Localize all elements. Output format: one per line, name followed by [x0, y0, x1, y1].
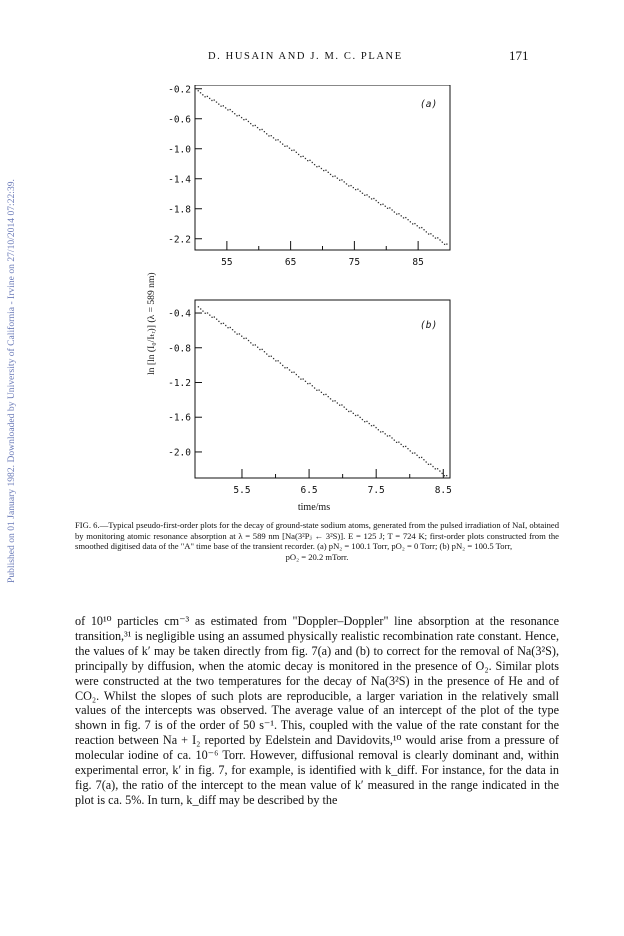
- panel-a-data-point: [318, 166, 319, 167]
- panel-a-data-point: [360, 191, 361, 192]
- panel-a-x-tick-label: 55: [221, 257, 233, 268]
- panel-a-data-point: [376, 200, 377, 201]
- panel-a-data-point: [378, 202, 379, 203]
- caption-label: FIG. 6.: [75, 520, 100, 530]
- panel-b-data-point: [271, 356, 272, 357]
- panel-a-data-point: [394, 211, 395, 212]
- panel-b-data-point: [350, 411, 351, 412]
- panel-a-data-point: [293, 149, 294, 150]
- panel-b-data-point: [268, 356, 269, 357]
- panel-a-data-point: [287, 145, 288, 146]
- panel-a-label: (a): [420, 99, 438, 110]
- panel-b-data-point: [296, 374, 297, 375]
- panel-b-data-point: [209, 315, 210, 316]
- panel-a-data-point: [405, 217, 406, 218]
- panel-a-data-point: [289, 148, 290, 149]
- panel-a-data-point: [261, 129, 262, 130]
- panel-b-data-point: [255, 344, 256, 345]
- panel-a-data-point: [214, 99, 215, 100]
- panel-b-data-point: [214, 316, 215, 317]
- panel-b-data-point: [432, 466, 433, 467]
- panel-a-data-point: [364, 195, 365, 196]
- panel-a-data-point: [380, 204, 381, 205]
- panel-b-y-tick-label: -1.6: [168, 412, 191, 424]
- download-watermark-text: Published on 01 January 1982. Downloaded by University of California - Irvine on 27/10/2014 07:22:39.: [6, 179, 17, 583]
- panel-a-data-point: [230, 109, 231, 110]
- panel-b-data-point: [316, 390, 317, 391]
- panel-b-data-point: [230, 327, 231, 328]
- panel-a-data-point: [353, 187, 354, 188]
- panel-a-data-point: [239, 115, 240, 116]
- panel-a-data-point: [396, 213, 397, 214]
- panel-a-data-point: [430, 233, 431, 234]
- panel-a-data-point: [303, 156, 304, 157]
- figure-caption: [75, 520, 559, 562]
- panel-a-data-point: [401, 215, 402, 216]
- panel-b-data-point: [344, 406, 345, 407]
- panel-b-data-point: [207, 312, 208, 313]
- panel-b-data-point: [423, 459, 424, 460]
- panel-b-data-point: [339, 405, 340, 406]
- panel-b-x-tick-label: 7.5: [367, 485, 385, 496]
- panel-b-data-point: [257, 347, 258, 348]
- panel-b-data-point: [348, 411, 349, 412]
- panel-b-data-point: [359, 417, 360, 418]
- panel-b-data-point: [419, 457, 420, 458]
- panel-b-data-point: [389, 435, 390, 436]
- panel-a-data-point: [266, 133, 267, 134]
- panel-a-data-point: [223, 105, 224, 106]
- panel-b-data-point: [200, 308, 201, 309]
- panel-a-data-point: [204, 96, 205, 97]
- panel-b-data-point: [410, 450, 411, 451]
- panel-b-data-point: [289, 369, 290, 370]
- panel-a-data-point: [412, 223, 413, 224]
- panel-a-data-point: [371, 198, 372, 199]
- panel-b-data-point: [266, 353, 267, 354]
- panel-b-data-point: [250, 342, 251, 343]
- panel-b-data-point: [291, 372, 292, 373]
- panel-b-data-point: [364, 421, 365, 422]
- panel-a-data-point: [428, 233, 429, 234]
- panel-a-data-point: [421, 227, 422, 228]
- panel-b-data-point: [243, 338, 244, 339]
- panel-b-data-point: [318, 389, 319, 390]
- panel-b-data-point: [371, 425, 372, 426]
- panel-b-data-point: [446, 475, 447, 476]
- panel-b-data-point: [232, 329, 233, 330]
- panel-b-x-tick-label: 6.5: [300, 485, 318, 496]
- panel-b-data-point: [218, 321, 219, 322]
- panel-a-data-point: [330, 174, 331, 175]
- panel-a-data-point: [444, 244, 445, 245]
- panel-a-data-point: [309, 160, 310, 161]
- panel-b-data-point: [412, 453, 413, 454]
- panel-b-frame: [195, 300, 450, 478]
- panel-a-data-point: [366, 194, 367, 195]
- panel-b-data-point: [385, 433, 386, 434]
- panel-b-data-point: [378, 429, 379, 430]
- page-number: 171: [509, 48, 529, 63]
- panel-a-frame: [195, 85, 450, 250]
- panel-a-data-point: [439, 239, 440, 240]
- panel-b-data-point: [444, 475, 445, 476]
- panel-a-data-point: [410, 221, 411, 222]
- panel-a-data-point: [373, 198, 374, 199]
- panel-a-data-point: [220, 106, 221, 107]
- panel-b-data-point: [380, 431, 381, 432]
- panel-a-data-point: [344, 181, 345, 182]
- panel-b-data-point: [394, 440, 395, 441]
- panel-b-data-point: [284, 367, 285, 368]
- panel-b-data-point: [426, 461, 427, 462]
- panel-a-data-point: [282, 143, 283, 144]
- panel-b-data-point: [355, 415, 356, 416]
- caption-last-line: pO₂ = 20.2 mTorr.: [285, 551, 349, 562]
- panel-b-data-point: [416, 455, 417, 456]
- panel-b-data-point: [273, 358, 274, 359]
- panel-b-data-point: [298, 376, 299, 377]
- panel-b-data-point: [282, 365, 283, 366]
- panel-a-data-point: [264, 131, 265, 132]
- panel-b-data-point: [332, 400, 333, 401]
- panel-a-data-point: [243, 119, 244, 120]
- panel-a-data-point: [382, 204, 383, 205]
- panel-b-y-tick-label: -2.0: [168, 447, 191, 459]
- panel-b-data-point: [373, 425, 374, 426]
- panel-b-data-point: [441, 473, 442, 474]
- panel-a-data-point: [227, 109, 228, 110]
- panel-a-data-point: [202, 94, 203, 95]
- panel-a-data-point: [362, 193, 363, 194]
- panel-b-data-point: [248, 340, 249, 341]
- panel-a-data-point: [316, 166, 317, 167]
- panel-a-data-point: [207, 96, 208, 97]
- panel-a-data-point: [433, 235, 434, 236]
- panel-a-data-point: [275, 139, 276, 140]
- panel-b-y-tick-label: -0.8: [168, 343, 191, 355]
- panel-b-data-point: [300, 379, 301, 380]
- panel-a-data-point: [403, 217, 404, 218]
- panel-b-data-point: [216, 319, 217, 320]
- panel-b-data-point: [239, 333, 240, 334]
- panel-b-data-point: [391, 437, 392, 438]
- panel-b-data-point: [262, 349, 263, 350]
- panel-a-data-point: [255, 125, 256, 126]
- panel-a-data-point: [252, 125, 253, 126]
- panel-b-data-point: [246, 338, 247, 339]
- panel-b-data-point: [346, 409, 347, 410]
- y-axis-label: ln [ln (I₀/Iₜᵣ)] (λ = 589 nm): [146, 272, 157, 375]
- panel-a-data-point: [284, 146, 285, 147]
- panel-a-y-tick-label: -0.2: [168, 85, 191, 96]
- panel-b-data-point: [211, 317, 212, 318]
- panel-a-data-point: [241, 117, 242, 118]
- panel-a-data-point: [234, 113, 235, 114]
- running-head: D. HUSAIN AND J. M. C. PLANE: [208, 51, 403, 62]
- panel-b-data-point: [198, 306, 199, 307]
- panel-b-data-point: [407, 448, 408, 449]
- panel-a-data-point: [426, 231, 427, 232]
- panel-b-data-point: [414, 452, 415, 453]
- panel-b-data-point: [221, 323, 222, 324]
- panel-b-data-point: [259, 349, 260, 350]
- panel-b-data-point: [430, 464, 431, 465]
- panel-a-data-point: [446, 243, 447, 244]
- panel-a-data-point: [271, 135, 272, 136]
- panel-b-data-point: [277, 360, 278, 361]
- panel-a-y-tick-label: -1.8: [168, 204, 191, 216]
- panel-a-data-point: [277, 139, 278, 140]
- panel-a-data-point: [423, 229, 424, 230]
- panel-a-data-point: [414, 223, 415, 224]
- panel-b-y-tick-label: -1.2: [168, 377, 191, 389]
- panel-a-data-point: [419, 227, 420, 228]
- panel-b-data-point: [323, 394, 324, 395]
- panel-a-data-point: [300, 156, 301, 157]
- panel-a-data-point: [312, 162, 313, 163]
- panel-a-x-tick-label: 65: [284, 257, 297, 268]
- panel-b-data-point: [202, 310, 203, 311]
- panel-b-data-point: [405, 446, 406, 447]
- panel-a-data-point: [437, 237, 438, 238]
- panel-a-data-point: [348, 185, 349, 186]
- panel-a-points: [198, 90, 448, 245]
- panel-a-data-point: [332, 176, 333, 177]
- panel-b-data-point: [252, 344, 253, 345]
- panel-a-data-point: [323, 170, 324, 171]
- panel-b-data-point: [353, 413, 354, 414]
- panel-a-axes: [168, 85, 424, 268]
- panel-a-data-point: [291, 150, 292, 151]
- panel-b-data-point: [403, 446, 404, 447]
- panel-a-data-point: [328, 172, 329, 173]
- panel-b-data-point: [375, 427, 376, 428]
- panel-b-data-point: [293, 372, 294, 373]
- panel-b-data-point: [437, 468, 438, 469]
- panel-a-data-point: [236, 115, 237, 116]
- panel-a-data-point: [391, 209, 392, 210]
- panel-a-data-point: [398, 213, 399, 214]
- panel-a-data-point: [280, 141, 281, 142]
- panel-a-data-point: [298, 154, 299, 155]
- panel-b-data-point: [225, 325, 226, 326]
- panel-b-data-point: [303, 378, 304, 379]
- panel-b-data-point: [330, 398, 331, 399]
- panel-a-data-point: [346, 183, 347, 184]
- panel-b-axes: [168, 309, 452, 496]
- panel-a-data-point: [325, 170, 326, 171]
- panel-a-y-tick-label: -1.4: [168, 174, 191, 186]
- panel-a-data-point: [198, 90, 199, 91]
- panel-b-data-point: [435, 468, 436, 469]
- panel-a-y-tick-label: -0.6: [168, 114, 191, 126]
- panel-b-data-point: [205, 313, 206, 314]
- panel-b-data-point: [362, 419, 363, 420]
- panel-a-y-tick-label: -2.2: [168, 234, 191, 246]
- panel-a-data-point: [209, 98, 210, 99]
- panel-a-x-tick-label: 75: [348, 257, 361, 268]
- panel-a-data-point: [350, 185, 351, 186]
- panel-a-data-point: [334, 175, 335, 176]
- body-text: [75, 614, 559, 808]
- x-axis-label: time/ms: [297, 502, 331, 513]
- panel-b-data-point: [328, 396, 329, 397]
- panel-a-data-point: [200, 92, 201, 93]
- panel-a-data-point: [211, 100, 212, 101]
- panel-a-data-point: [339, 180, 340, 181]
- panel-b-data-point: [400, 444, 401, 445]
- panel-b-points: [198, 306, 448, 476]
- panel-b-data-point: [314, 387, 315, 388]
- panel-a-data-point: [417, 225, 418, 226]
- panel-b-data-point: [309, 383, 310, 384]
- panel-b-data-point: [241, 336, 242, 337]
- panel-a-data-point: [216, 101, 217, 102]
- panel-b-data-point: [396, 442, 397, 443]
- panel-b-data-point: [341, 404, 342, 405]
- panel-b-x-tick-label: 8.5: [434, 485, 452, 496]
- panel-b-data-point: [223, 323, 224, 324]
- panel-a-data-point: [355, 189, 356, 190]
- panel-a-data-point: [435, 237, 436, 238]
- panel-a-data-point: [407, 219, 408, 220]
- panel-b-data-point: [321, 392, 322, 393]
- panel-a-data-point: [314, 164, 315, 165]
- panel-b-data-point: [421, 457, 422, 458]
- panel-b-data-point: [236, 333, 237, 334]
- panel-a-data-point: [337, 178, 338, 179]
- panel-b-data-point: [312, 385, 313, 386]
- panel-a-data-point: [225, 107, 226, 108]
- panel-b-data-point: [382, 431, 383, 432]
- panel-a-data-point: [369, 196, 370, 197]
- panel-b-data-point: [439, 470, 440, 471]
- panel-a-data-point: [250, 123, 251, 124]
- panel-b-data-point: [428, 464, 429, 465]
- panel-b-data-point: [307, 383, 308, 384]
- panel-a-data-point: [218, 104, 219, 105]
- panel-b-data-point: [369, 423, 370, 424]
- panel-b-data-point: [275, 360, 276, 361]
- panel-a-data-point: [442, 242, 443, 243]
- panel-a-data-point: [232, 111, 233, 112]
- panel-b-data-point: [398, 441, 399, 442]
- panel-a-data-point: [307, 160, 308, 161]
- panel-b-data-point: [387, 435, 388, 436]
- panel-a-data-point: [259, 129, 260, 130]
- panel-b-data-point: [234, 331, 235, 332]
- panel-a-x-tick-label: 85: [412, 257, 424, 268]
- panel-a-data-point: [305, 158, 306, 159]
- panel-a-data-point: [341, 179, 342, 180]
- panel-b-data-point: [357, 415, 358, 416]
- panel-b-data-point: [366, 421, 367, 422]
- panel-a-data-point: [357, 189, 358, 190]
- figure-6: [140, 85, 460, 515]
- panel-b-data-point: [280, 362, 281, 363]
- body-paragraph: of 10¹⁰ particles cm⁻³ as estimated from "Doppler–Doppler" line absorption at the resonance transition,³¹ is negligible using an assumed physically realistic recombination rate constant. Hence, the values of k′ may be taken directly from fig. 7(a) and (b) to correct for the removal of Na(3²S), principally by diffusion, when the atomic decay is monitored in the presence of O₂. Similar plots were constructed at the two temperatures for the decay of Na(3²S) in the presence of He and of CO₂. Whilst the slopes of such plots are reproducible, a larger variation in the relatively small values of the intercepts was observed. The average value of an intercept of the plot of the type shown in fig. 7 is of the order of 50 s⁻¹. This, coupled with the value of the rate constant for the reaction between Na + I₂ reported by Edelstein and Davidovits,¹⁰ would arise from a pressure of molecular iodine of ca. 10⁻⁶ Torr. However, diffusional removal is clearly dominant and, within experimental error, k′ in fig. 7, for example, is identified with k_diff. For instance, for the data in fig. 7(a), the ratio of the intercept to the mean value of k′ measured in the range indicated in the plot is ca. 5%. In turn, k_diff may be described by the: [75, 614, 559, 807]
- caption-text: —Typical pseudo-first-order plots for the decay of ground-state sodium atoms, generated from the pulsed irradiation of NaI, obtained by monitoring atomic resonance absorption at λ = 589 nm [Na(3²Pⱼ ← 3²S)]. E = 125 J; T = 724 K; first-order plots constructed from the smoothed digitised data of the "A" time base of the transient recorder. (a) pN₂ = 100.1 Torr, pO₂ = 0 Torr; (b) pN₂ = 100.5 Torr,: [75, 520, 559, 552]
- panel-b-y-tick-label: -0.4: [168, 308, 191, 320]
- download-watermark: [3, 130, 17, 585]
- panel-a-y-tick-label: -1.0: [168, 144, 191, 156]
- panel-a-data-point: [248, 121, 249, 122]
- panel-a-data-point: [321, 168, 322, 169]
- panel-b-plot: [168, 300, 452, 496]
- panel-b-data-point: [227, 327, 228, 328]
- panel-a-data-point: [385, 206, 386, 207]
- panel-a-plot: [168, 85, 450, 268]
- panel-b-data-point: [325, 394, 326, 395]
- panel-b-data-point: [264, 351, 265, 352]
- panel-b-data-point: [334, 400, 335, 401]
- panel-a-data-point: [245, 119, 246, 120]
- panel-a-data-point: [389, 207, 390, 208]
- panel-a-data-point: [387, 208, 388, 209]
- panel-a-data-point: [296, 152, 297, 153]
- panel-a-data-point: [273, 137, 274, 138]
- panel-b-data-point: [287, 367, 288, 368]
- panel-b-data-point: [305, 381, 306, 382]
- panel-b-x-tick-label: 5.5: [233, 485, 251, 496]
- panel-b-label: (b): [420, 320, 438, 331]
- panel-a-data-point: [268, 135, 269, 136]
- panel-a-data-point: [257, 127, 258, 128]
- panel-b-data-point: [337, 402, 338, 403]
